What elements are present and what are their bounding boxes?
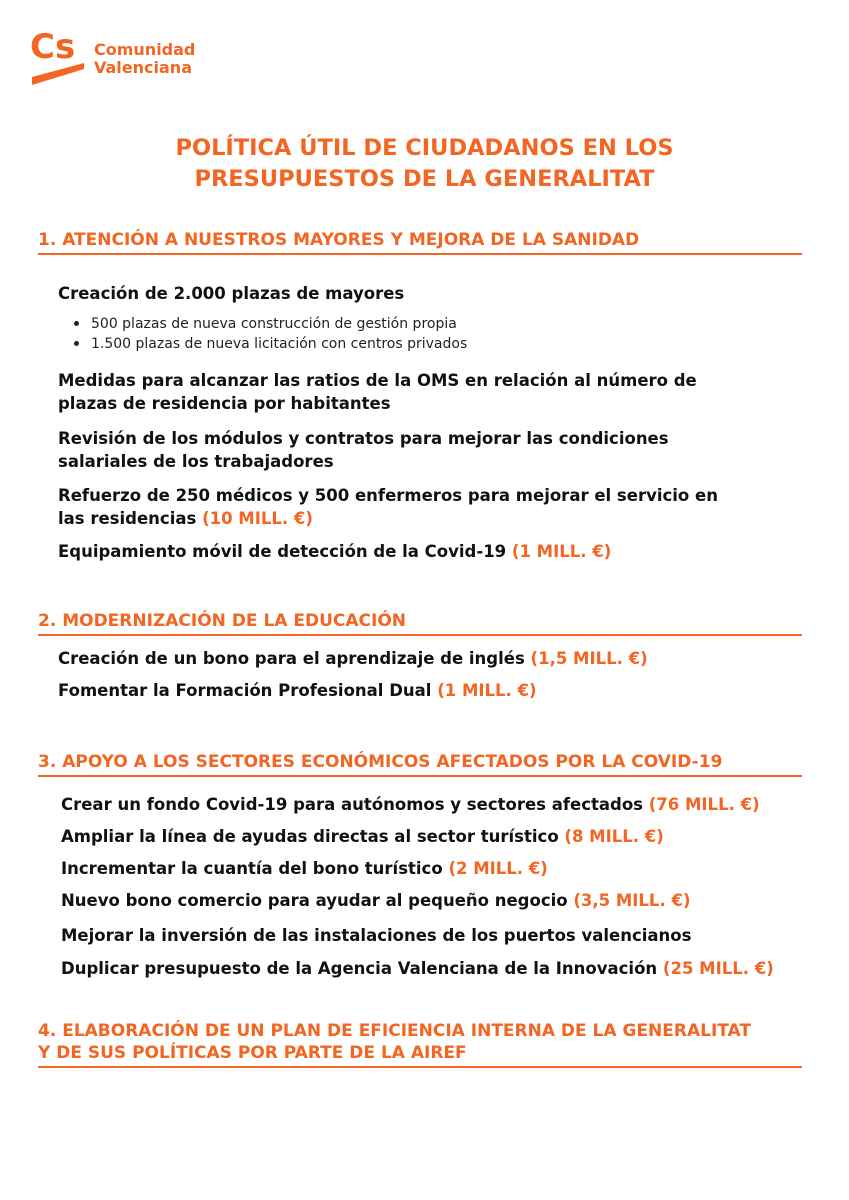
item-amount: (25 MILL. €)	[662, 959, 774, 978]
item-text: las residencias	[58, 508, 197, 528]
item-amount: (76 MILL. €)	[648, 795, 760, 814]
logo-mark-text: Cs	[30, 27, 76, 67]
item-amount: (1 MILL. €)	[511, 542, 612, 561]
bullet-text: 1.500 plazas de nueva licitación con centros privados	[91, 336, 468, 352]
section-3-item-5	[61, 925, 691, 948]
section-3-item-2	[61, 826, 664, 849]
item-line-1: Medidas para alcanzar las ratios de la OMS en relación al número de	[58, 371, 697, 390]
bullet-icon	[74, 321, 79, 326]
section-3-item-1	[61, 794, 760, 817]
item-line-1: Refuerzo de 250 médicos y 500 enfermeros para mejorar el servicio en	[58, 486, 718, 505]
item-amount: (1,5 MILL. €)	[530, 649, 648, 668]
item-text: Crear un fondo Covid-19 para autónomos y sectores afectados	[61, 795, 643, 814]
item-text: Fomentar la Formación Profesional Dual	[58, 681, 432, 700]
section-1-item-2	[58, 370, 697, 415]
item-line-2: salariales de los trabajadores	[58, 451, 334, 471]
section-1-item-1: Creación de 2.000 plazas de mayores	[58, 284, 405, 303]
bullet-icon	[74, 341, 79, 346]
ciudadanos-logo	[30, 27, 210, 87]
item-text: Ampliar la línea de ayudas directas al sector turístico	[61, 827, 559, 846]
item-amount: (8 MILL. €)	[564, 827, 664, 846]
item-text: Incrementar la cuantía del bono turístico	[61, 859, 443, 878]
item-text: Equipamiento móvil de detección de la Covid-19	[58, 542, 507, 561]
item-amount: (1 MILL. €)	[437, 681, 537, 700]
section-3-item-4	[61, 890, 690, 913]
section-3-item-3	[61, 858, 548, 881]
section-1-item-4	[58, 485, 718, 530]
bullet-text: 500 plazas de nueva construcción de gestión propia	[91, 316, 457, 332]
section-2-item-1	[58, 648, 648, 671]
section-1-item-5	[58, 541, 611, 564]
item-line-2	[58, 508, 718, 531]
section-2-heading: 2. MODERNIZACIÓN DE LA EDUCACIÓN	[38, 610, 802, 636]
logo-line-2: Valenciana	[94, 58, 192, 77]
heading-line-2: Y DE SUS POLÍTICAS POR PARTE DE LA AIREF	[38, 1043, 467, 1063]
item-text: Mejorar la inversión de las instalaciones de los puertos valencianos	[61, 926, 692, 945]
item-line-1: Revisión de los módulos y contratos para mejorar las condiciones	[58, 429, 669, 448]
document-title	[0, 133, 849, 195]
section-4-heading	[38, 1020, 802, 1068]
item-text: Duplicar presupuesto de la Agencia Valenciana de la Innovación	[61, 959, 658, 978]
section-1-heading: 1. ATENCIÓN A NUESTROS MAYORES Y MEJORA DE LA SANIDAD	[38, 229, 802, 255]
bullet-item	[74, 335, 467, 353]
item-amount: (3,5 MILL. €)	[573, 891, 691, 910]
item-amount: (10 MILL. €)	[202, 508, 313, 528]
item-text: Nuevo bono comercio para ayudar al pequeño negocio	[61, 891, 568, 910]
cs-logo-mark-icon	[30, 27, 94, 87]
item-line-2: plazas de residencia por habitantes	[58, 393, 391, 413]
title-line-2: PRESUPUESTOS DE LA GENERALITAT	[194, 166, 655, 192]
section-1-item-3	[58, 428, 669, 473]
heading-line-1: 4. ELABORACIÓN DE UN PLAN DE EFICIENCIA INTERNA DE LA GENERALITAT	[38, 1021, 751, 1041]
title-line-1: POLÍTICA ÚTIL DE CIUDADANOS EN LOS	[175, 135, 674, 161]
logo-line-1: Comunidad	[94, 40, 196, 59]
item-amount: (2 MILL. €)	[448, 859, 548, 878]
section-3-item-6	[61, 958, 774, 981]
logo-wordmark	[94, 41, 195, 77]
section-2-item-2	[58, 680, 537, 703]
section-3-heading: 3. APOYO A LOS SECTORES ECONÓMICOS AFECTADOS POR LA COVID-19	[38, 751, 802, 777]
bullet-item	[74, 315, 457, 333]
item-text: Creación de un bono para el aprendizaje de inglés	[58, 649, 525, 668]
